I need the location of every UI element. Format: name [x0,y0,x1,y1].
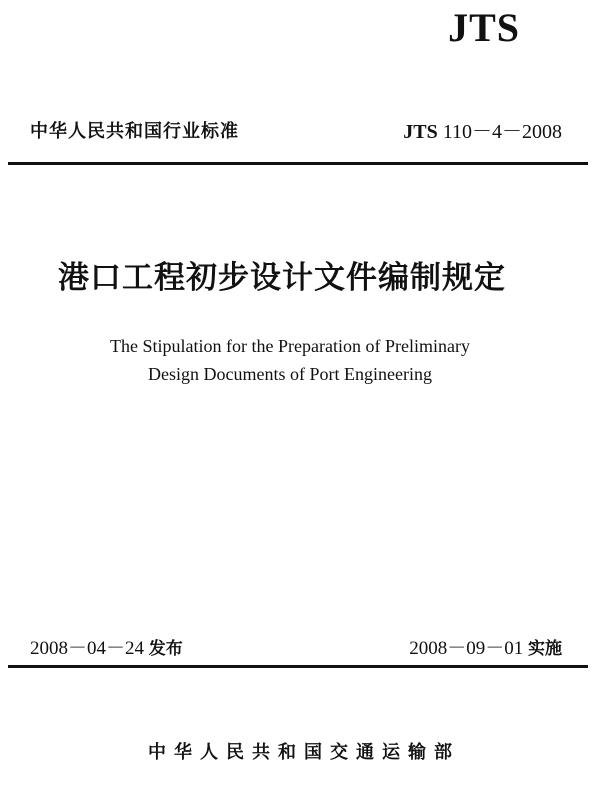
implement-label: 实施 [528,639,562,659]
bottom-divider [8,665,588,668]
issue-date-block [30,633,183,660]
title-english-line2: Design Documents of Port Engineering [148,364,432,384]
document-title-english [40,332,540,388]
standard-prefix: JTS [403,121,438,143]
top-divider [8,162,588,165]
implement-date-block [409,633,562,660]
standard-code [403,115,562,144]
standard-number: 110－4－2008 [442,121,562,143]
standard-category: 中华人民共和国行业标准 [30,121,239,142]
jts-logo: JTS [448,5,520,50]
issuing-authority: 中华人民共和国交通运输部 [148,742,460,763]
issue-label: 发布 [148,639,183,659]
document-title-chinese: 港口工程初步设计文件编制规定 [58,260,506,296]
title-english-line1: The Stipulation for the Preparation of Preliminary [110,336,470,356]
issue-date: 2008－04－24 [30,638,145,659]
implement-date: 2008－09－01 [409,638,524,659]
